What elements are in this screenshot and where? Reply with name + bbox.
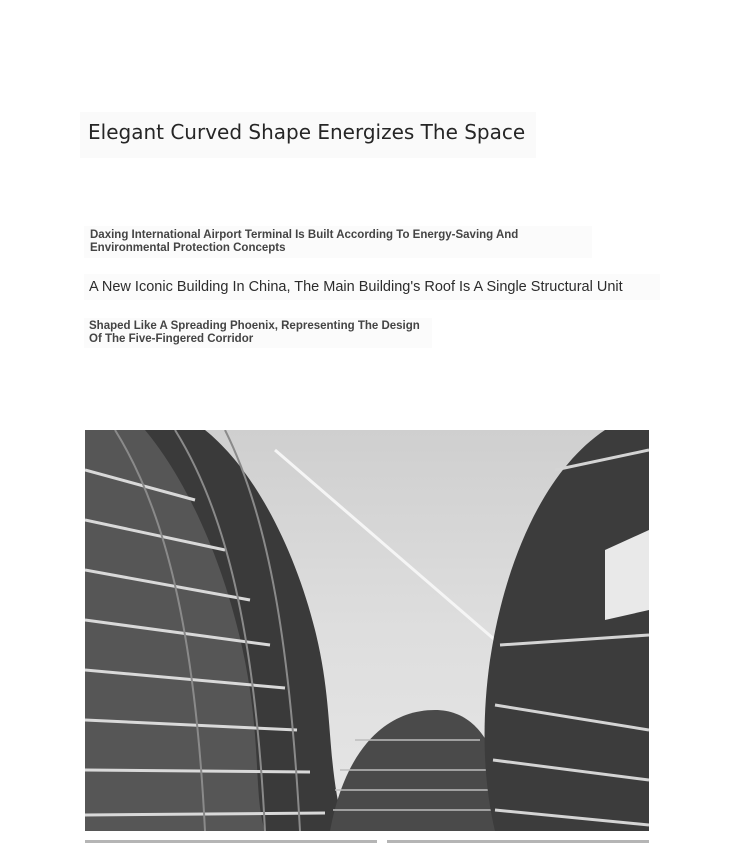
description-paragraph-1: Daxing International Airport Terminal Is Built According To Energy-Saving And Environmental Protection Concepts: [84, 226, 592, 258]
page-title: Elegant Curved Shape Energizes The Space: [80, 112, 536, 158]
description-paragraph-3: Shaped Like A Spreading Phoenix, Representing The Design Of The Five-Fingered Corridor: [84, 318, 432, 348]
description-paragraph-2: A New Iconic Building In China, The Main Building's Roof Is A Single Structural Unit: [84, 274, 660, 300]
architecture-photo: [85, 430, 649, 831]
architecture-photo-illustration: [85, 430, 649, 831]
